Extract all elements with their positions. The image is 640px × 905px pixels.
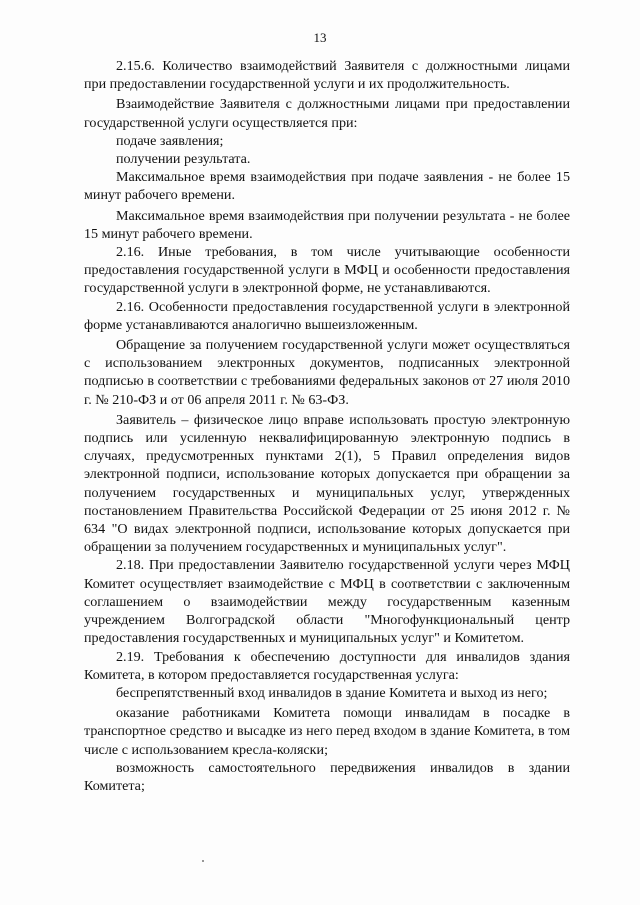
- paragraph-2-16-other: 2.16. Иные требования, в том числе учитывающие особенности предоставления государственной услуги в МФЦ и особенности предоставления государственной услуги в электронной форме, не устанавливаются.: [84, 244, 570, 297]
- paragraph-applicant-signature: Заявитель – физическое лицо вправе использовать простую электронную подпись или усиленную неквалифицированную электронную подпись в случаях, предусмотренных пунктами 2(1), 5 Правил определения видов электронной подписи, использование которых допускается при обращении за получением государственных и муниципальных услуг, утвержденных постановлением Правительства Российской Федерации от 25 июня 2012 г. № 634 "О видах электронной подписи, использование которых допускается при обращении за получением государственных и муниципальных услуг".: [84, 411, 570, 556]
- list-item-entrance: беспрепятственный вход инвалидов в здание Комитета и выход из него;: [116, 684, 548, 701]
- paragraph-max-time-result: Максимальное время взаимодействия при получении результата - не более 15 минут рабочего времени.: [84, 207, 570, 242]
- paragraph-2-19: 2.19. Требования к обеспечению доступности для инвалидов здания Комитета, в котором предоставляется государственная услуга:: [84, 648, 570, 683]
- scan-speck: [202, 860, 204, 862]
- list-item-movement: возможность самостоятельного передвижения инвалидов в здании Комитета;: [84, 759, 570, 794]
- paragraph-electronic-appeal: Обращение за получением государственной услуги может осуществляться с использованием электронных документов, подписанных электронной подписью в соответствии с требованиями федеральных законов от 27 июля 2010 г. № 210-ФЗ и от 06 апреля 2011 г. № 63-ФЗ.: [84, 337, 570, 408]
- list-item-application: подаче заявления;: [116, 132, 224, 149]
- list-item-result: получении результата.: [116, 151, 251, 168]
- paragraph-2-15-6: 2.15.6. Количество взаимодействий Заявителя с должностными лицами при предоставлении государственной услуги и их продолжительность.: [84, 58, 570, 93]
- list-item-assistance: оказание работниками Комитета помощи инвалидам в посадке в транспортное средство и высадке из него перед входом в здание Комитета, в том числе с использованием кресла-коляски;: [84, 705, 570, 758]
- paragraph-2-18: 2.18. При предоставлении Заявителю государственной услуги через МФЦ Комитет осуществляет взаимодействие с МФЦ в соответствии с заключенным соглашением о взаимодействии между государственным казенным учреждением Волгоградской области "Многофункциональный центр предоставления государственных и муниципальных услуг" и Комитетом.: [84, 557, 570, 647]
- document-body: [84, 57, 570, 795]
- paragraph-max-time-application: Максимальное время взаимодействия при подаче заявления - не более 15 минут рабочего времени.: [84, 169, 570, 204]
- paragraph-interaction: Взаимодействие Заявителя с должностными лицами при предоставлении государственной услуги осуществляется при:: [84, 96, 570, 131]
- page-number: 13: [313, 30, 327, 45]
- paragraph-2-16-electronic: 2.16. Особенности предоставления государственной услуги в электронной форме устанавливаются аналогично вышеизложенным.: [84, 298, 570, 333]
